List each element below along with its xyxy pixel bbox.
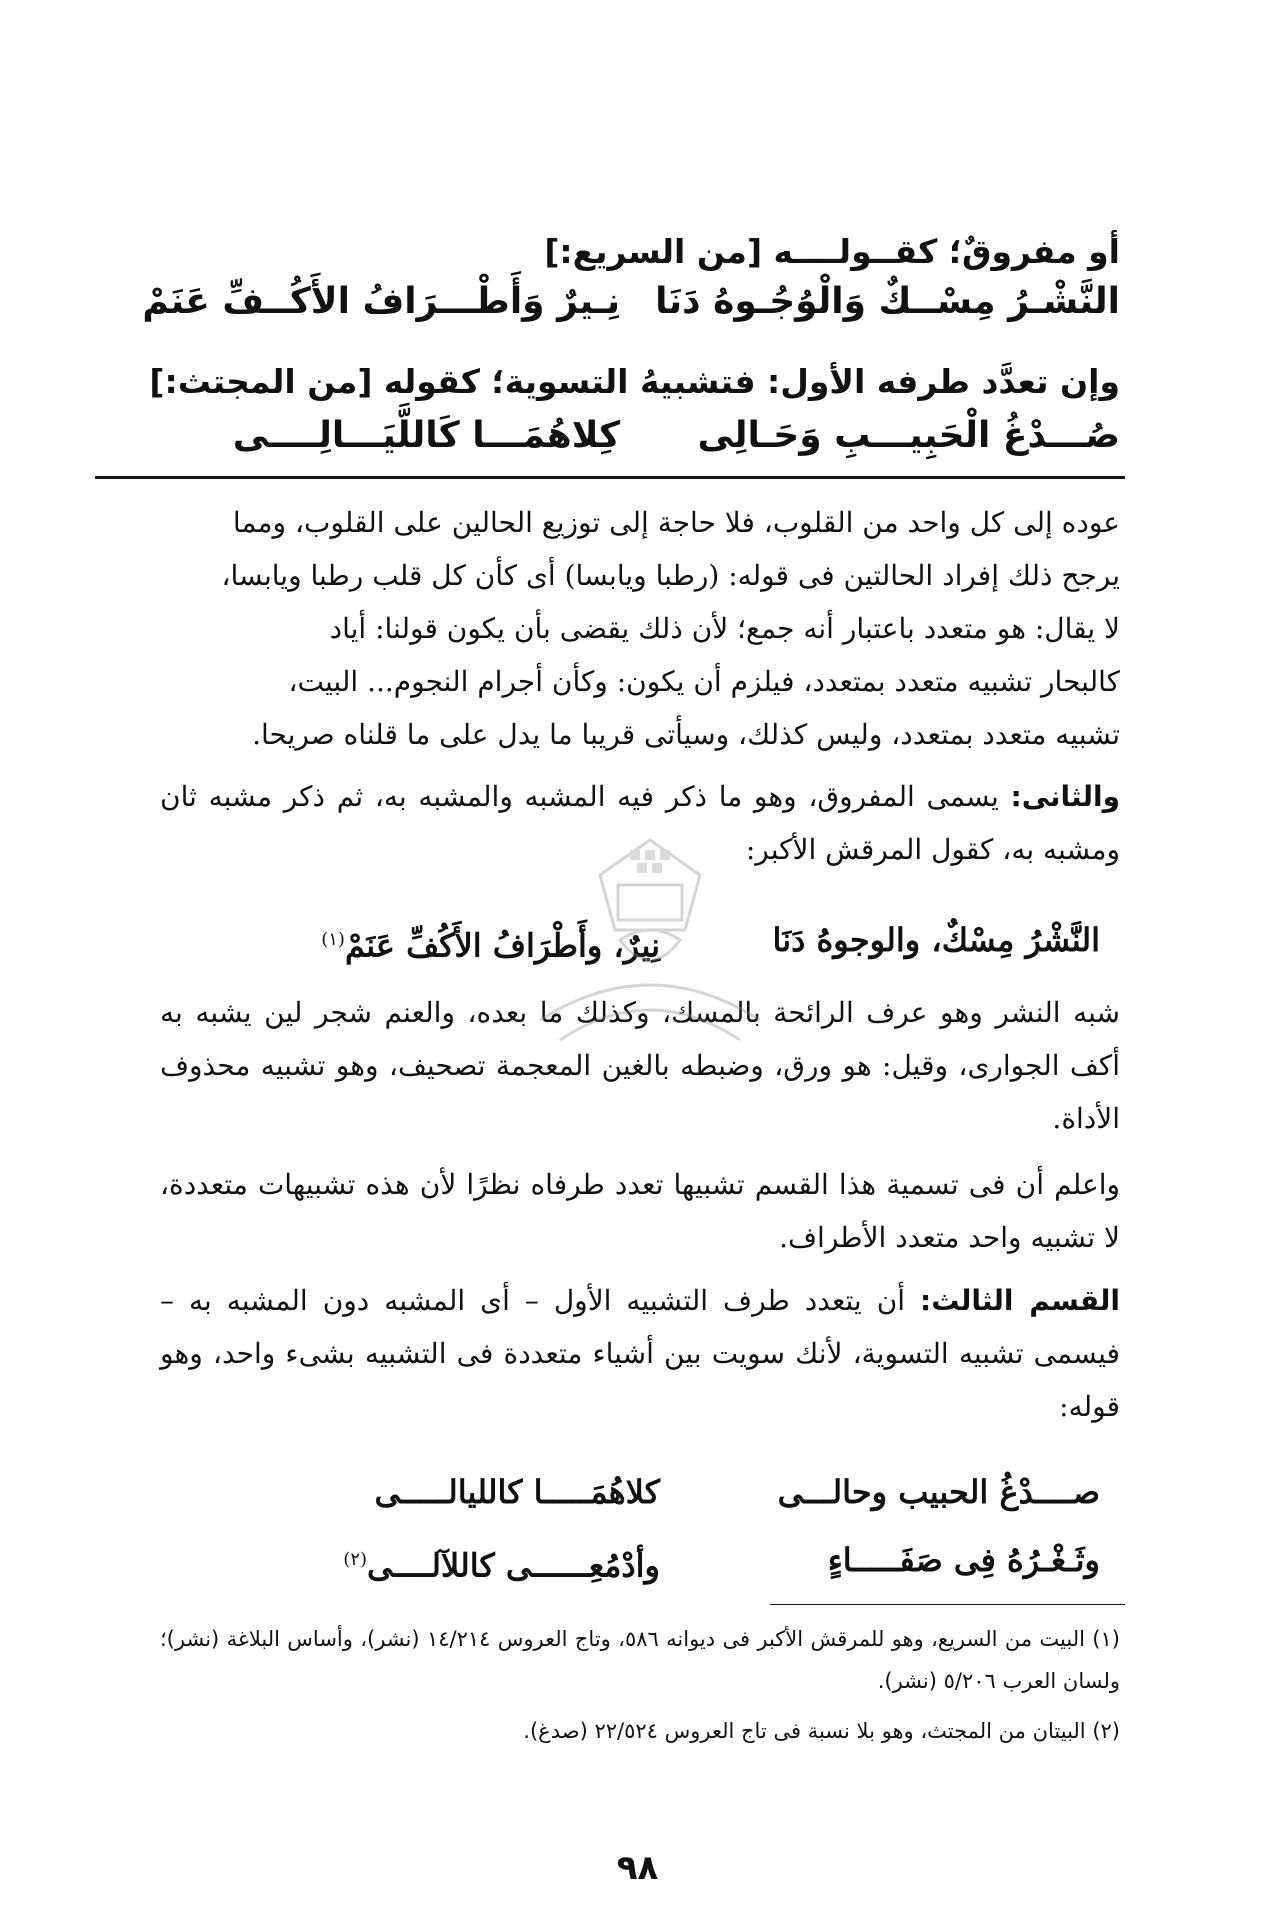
paragraph-lead: والثانى:	[1010, 780, 1120, 813]
verse-hemistich-second: كِلاهُمَـــا كَاللَّيَـــالِــــى	[232, 415, 620, 456]
footnote-separator	[770, 1604, 1125, 1605]
matn-verse-2	[160, 408, 1120, 464]
poem-hemistich-second	[280, 1530, 660, 1596]
text-line: عوده إلى كل واحد من القلوب، فلا حاجة إلى توزيع الحالين على القلوب، ومما	[232, 506, 1120, 539]
matn-line-1: أو مفروقٌ؛ كقــولــــه [من السريع:]	[544, 232, 1120, 271]
poem-hemistich-first: صــــدْغُ الحبيب وحالـــى	[777, 1473, 1100, 1511]
page-number: ٩٨	[616, 1848, 659, 1888]
text-line: تشبيه متعدد بمتعدد، وليس كذلك، وسيأتى قريبا ما يدل على ما قلناه صريحا.	[252, 718, 1120, 751]
library-watermark-logo	[500, 830, 800, 1060]
poem-hemistich-first: وثَـغْـرُهُ فِى صَفَـــــاءٍ	[827, 1541, 1100, 1579]
sharh-paragraph-1	[160, 496, 1120, 761]
footnote-reference[interactable]: (١)	[321, 929, 345, 950]
matn-verse-1	[142, 274, 1120, 330]
sharh-paragraph-4: واعلم أن فى تسمية هذا القسم تشبيها تعدد طرفاه نظرًا لأن هذه تشبيهات متعددة، لا تشبيه واحد متعدد الأطراف.	[160, 1168, 1120, 1254]
sharh-paragraph-3: شبه النشر وهو عرف الرائحة بالمسك، وكذلك ما بعده، والعنم شجر لين يشبه به أكف الجوارى، وقيل: هو ورق، وضبطه بالغين المعجمة تصحيف، وهو تشبيه محذوف الأداة.	[160, 996, 1120, 1135]
poem-hemistich-first: النَّشْرُ مِسْكٌ، والوجوهُ دَنَا	[772, 921, 1100, 959]
verse-hemistich-second: نِـيرٌ وَأَطْـــرَافُ الأَكُــفِّ عَنَمْ	[142, 281, 620, 322]
verse-hemistich-first: صُـــدْغُ الْحَبِيـــبِ وَحَـالِى	[697, 415, 1120, 456]
footnote-reference[interactable]: (٢)	[343, 1549, 368, 1570]
paragraph-text: أن يتعدد طرف التشبيه الأول – أى المشبه دون المشبه به – فيسمى تشبيه التسوية، لأنك سويت بين أشياء متعددة فى التشبيه بشىء واحد، وهو قوله:	[160, 1284, 1120, 1423]
footnote-2: (٢) البيتان من المجتث، وهو بلا نسبة فى تاج العروس ٢٢/٥٢٤ (صدغ).	[523, 1719, 1120, 1743]
sharh-paragraph-5	[160, 1274, 1120, 1433]
poem-verse-2-row-2	[160, 1530, 1120, 1590]
text-line: لا يقال: هو متعدد باعتبار أنه جمع؛ لأن ذلك يقضى بأن يكون قولنا: أياد	[329, 612, 1120, 645]
matn-line-2: وإن تعدَّد طرفه الأول: فتشبيهُ التسوية؛ كقوله [من المجتث:]	[149, 362, 1120, 401]
hemistich-text: وأدْمُعِــــــى كاللآلــــى	[367, 1546, 660, 1585]
footnote-1: (١) البيت من السريع، وهو للمرقش الأكبر فى ديوانه ٥٨٦، وتاج العروس ١٤/٢١٤ (نشر)، وأساس البلاغة (نشر)؛ ولسان العرب ٥/٢٠٦ (نشر).	[160, 1627, 1120, 1693]
text-line: كالبحار تشبيه متعدد بمتعدد، فيلزم أن يكون: وكأن أجرام النجوم... البيت،	[288, 665, 1120, 698]
paragraph-lead: القسم الثالث:	[920, 1284, 1120, 1317]
poem-verse-2-row-1	[160, 1462, 1120, 1522]
verse-hemistich-first: النَّشْـرُ مِسْــكٌ وَالْوُجُـوهُ دَنَا	[655, 281, 1120, 322]
poem-hemistich-second: كلاهُمَـــــا كالليالـــــى	[374, 1473, 660, 1511]
paragraph-text: يسمى المفروق، وهو ما ذكر فيه المشبه والمشبه به، ثم ذكر مشبه ثان ومشبه به، كقول المرقش الأكبر:	[160, 780, 1120, 866]
matn-separator	[95, 476, 1125, 479]
hemistich-text: نِيرٌ، وأَطْرَافُ الأَكُفِّ عَنَمْ	[344, 926, 660, 965]
text-line: يرجح ذلك إفراد الحالتين فى قوله: (رطبا ويابسا) أى كأن كل قلب رطبا ويابسا،	[221, 559, 1120, 592]
